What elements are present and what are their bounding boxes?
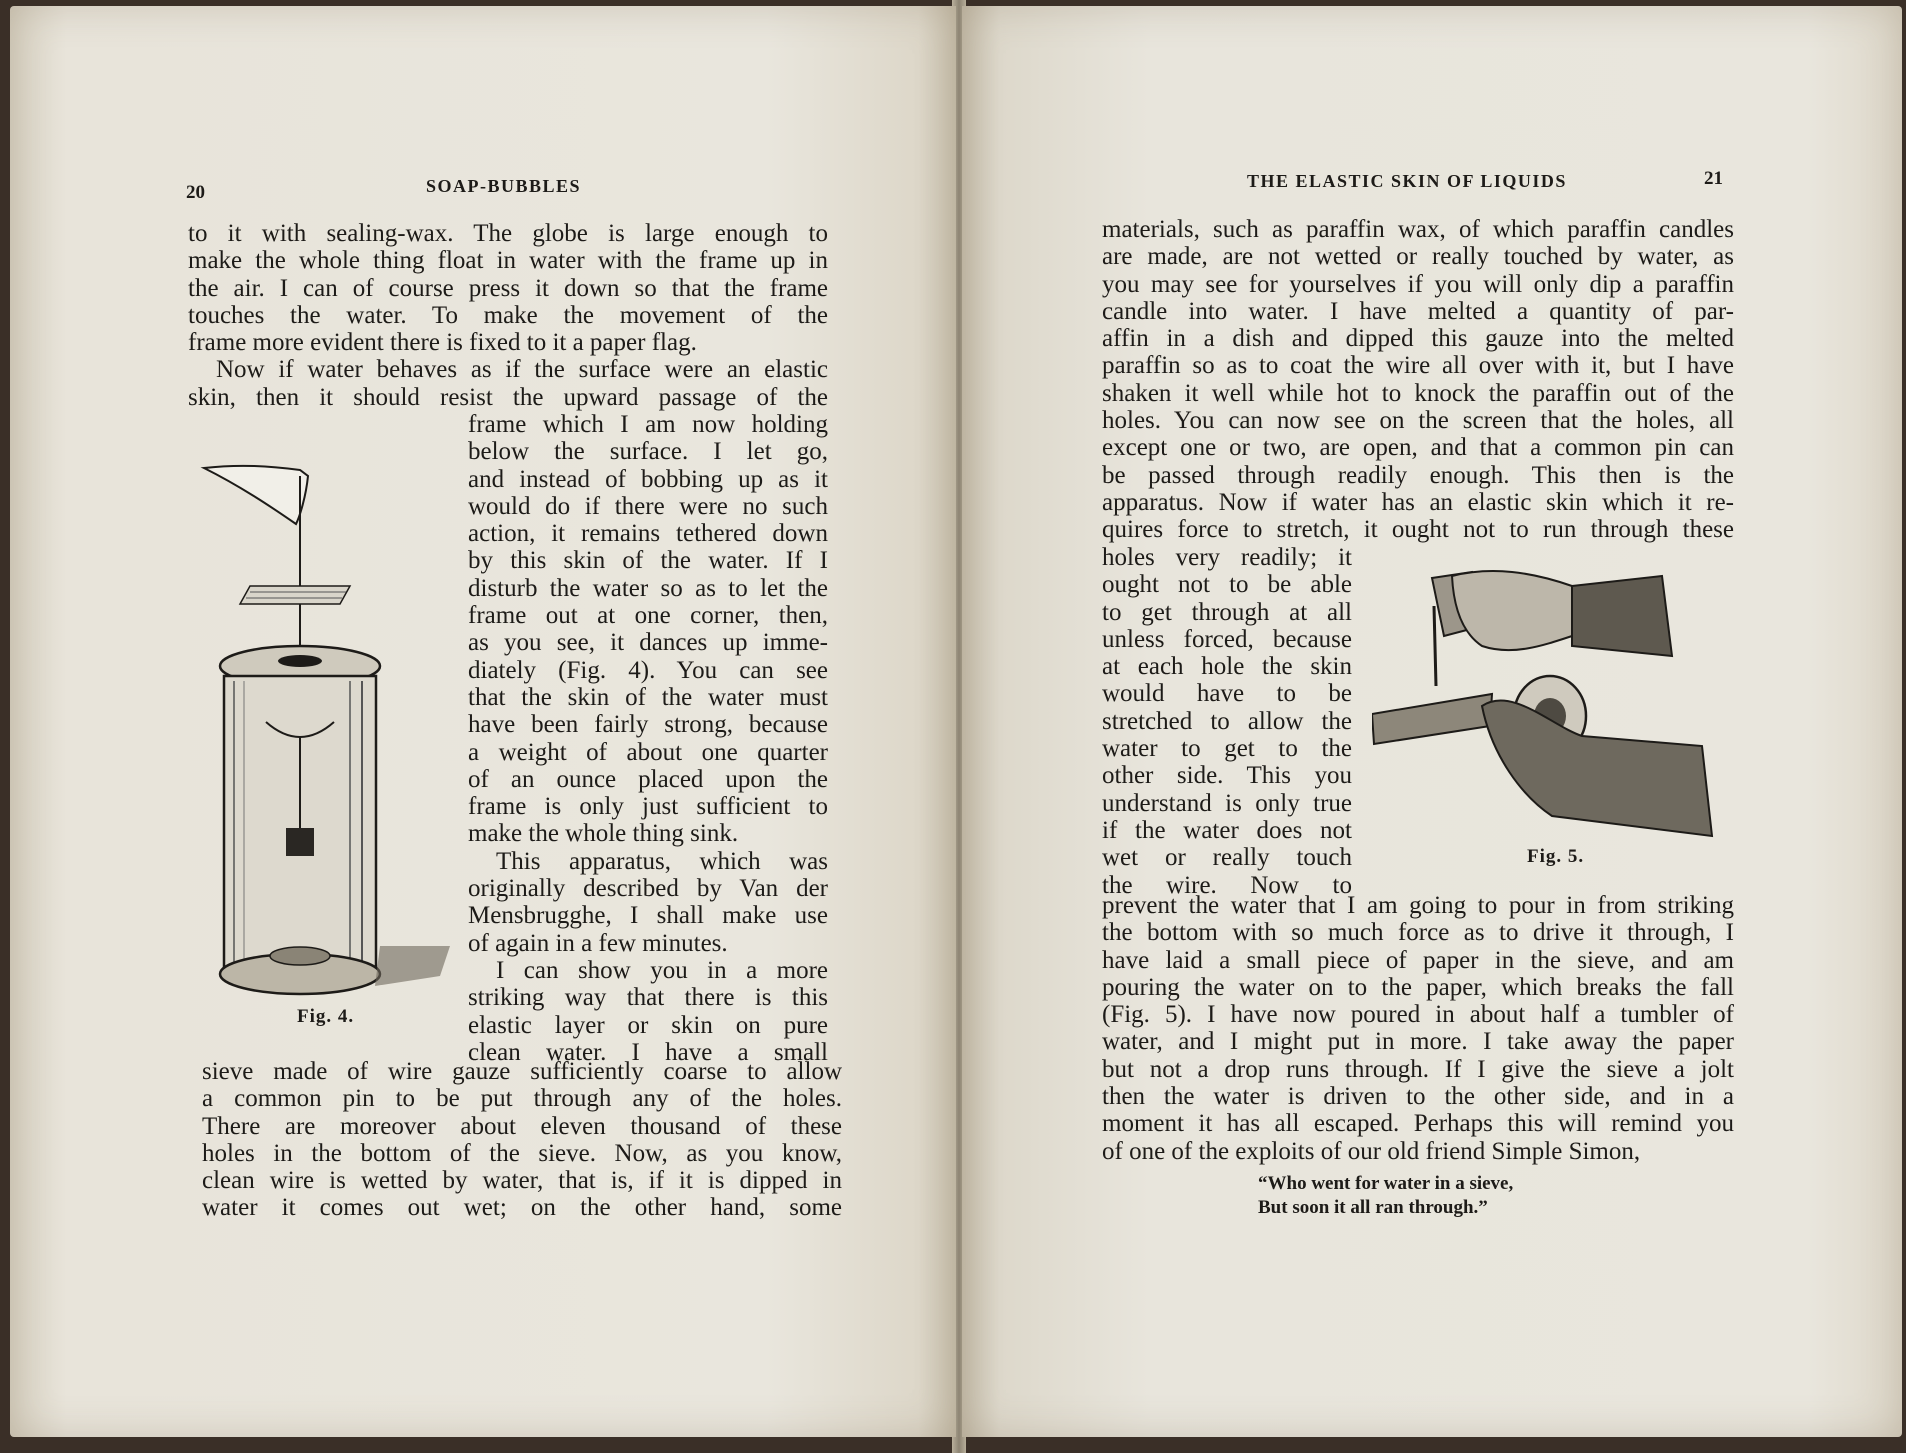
text-line: Mensbrugghe, I shall make use bbox=[468, 902, 828, 930]
text-line: a common pin to be put through any of the holes. bbox=[202, 1085, 842, 1113]
text-line: frame out at one corner, then, bbox=[468, 602, 828, 630]
text-line: wet or really touch bbox=[1102, 844, 1352, 872]
text-line: candle into water. I have melted a quantity of par- bbox=[1102, 297, 1734, 325]
text-line: quires force to stretch, it ought not to run through these bbox=[1102, 516, 1734, 544]
text-line: diately (Fig. 4). You can see bbox=[468, 656, 828, 684]
quote-line: But soon it all ran through.” bbox=[1258, 1197, 1488, 1218]
text-line: you may see for yourselves if you will only dip a paraffin bbox=[1102, 270, 1734, 298]
left-side-paragraphs bbox=[468, 411, 828, 1066]
text-line: holes very readily; it bbox=[1102, 544, 1352, 571]
text-line: materials, such as paraffin wax, of which paraffin candles bbox=[1102, 216, 1734, 243]
text-line: paraffin so as to coat the wire all over with it, but I have bbox=[1102, 352, 1734, 380]
cylinder-apparatus-drawing bbox=[200, 456, 460, 996]
text-line: the bottom with so much force as to drive it through, I bbox=[1102, 919, 1734, 947]
left-bottom-paragraph bbox=[202, 1058, 842, 1222]
text-line: clean water. I have a small bbox=[468, 1038, 828, 1066]
text-line: water to get to the bbox=[1102, 735, 1352, 763]
text-line: are made, are not wetted or really touched by water, as bbox=[1102, 243, 1734, 271]
text-line: frame is only just sufficient to bbox=[468, 793, 828, 821]
figure-5-caption: Fig. 5. bbox=[1527, 846, 1585, 867]
text-line: affin in a dish and dipped this gauze into the melted bbox=[1102, 325, 1734, 353]
text-line: if the water does not bbox=[1102, 816, 1352, 844]
right-top-paragraph bbox=[1102, 216, 1734, 544]
text-line: other side. This you bbox=[1102, 762, 1352, 790]
text-line: the air. I can of course press it down so that the frame bbox=[188, 274, 828, 302]
text-line: shaken it well while hot to knock the paraffin out of the bbox=[1102, 379, 1734, 407]
text-line: water it comes out wet; on the other hand, some bbox=[202, 1194, 842, 1222]
right-running-head: THE ELASTIC SKIN OF LIQUIDS bbox=[1247, 171, 1567, 191]
pouring-sieve-drawing bbox=[1372, 566, 1722, 846]
text-line: unless forced, because bbox=[1102, 625, 1352, 653]
left-running-head: SOAP-BUBBLES bbox=[426, 176, 582, 196]
right-bottom-paragraph bbox=[1102, 892, 1734, 1165]
text-line: to it with sealing-wax. The globe is large enough to bbox=[188, 220, 828, 247]
text-line: I can show you in a more bbox=[496, 956, 828, 984]
text-line: make the whole thing float in water with the frame up in bbox=[188, 247, 828, 275]
quote-line: “Who went for water in a sieve, bbox=[1258, 1173, 1514, 1194]
text-line: of again in a few minutes. bbox=[468, 929, 728, 957]
right-page bbox=[962, 6, 1902, 1437]
text-line: touches the water. To make the movement of the bbox=[188, 301, 828, 329]
text-line: prevent the water that I am going to pour in from striking bbox=[1102, 892, 1734, 919]
text-line: have been fairly strong, because bbox=[468, 711, 828, 739]
text-line: at each hole the skin bbox=[1102, 653, 1352, 681]
text-line: action, it remains tethered down bbox=[468, 520, 828, 548]
text-line: moment it has all escaped. Perhaps this will remind you bbox=[1102, 1110, 1734, 1138]
right-side-paragraph bbox=[1102, 544, 1352, 899]
left-page-number: 20 bbox=[186, 182, 205, 203]
text-line: of one of the exploits of our old friend Simple Simon, bbox=[1102, 1137, 1641, 1165]
text-line: holes. You can now see on the screen that the holes, all bbox=[1102, 407, 1734, 435]
text-line: Now if water behaves as if the surface were an elastic bbox=[216, 356, 828, 384]
text-line: make the whole thing sink. bbox=[468, 820, 739, 848]
figure-5-illustration bbox=[1372, 566, 1722, 846]
text-line: elastic layer or skin on pure bbox=[468, 1011, 828, 1039]
text-line: be passed through readily enough. This then is the bbox=[1102, 461, 1734, 489]
text-line: that the skin of the water must bbox=[468, 683, 828, 711]
text-line: but not a drop runs through. If I give the sieve a jolt bbox=[1102, 1055, 1734, 1083]
text-line: below the surface. I let go, bbox=[468, 438, 828, 466]
text-line: water, and I might put in more. I take away the paper bbox=[1102, 1028, 1734, 1056]
text-line: understand is only true bbox=[1102, 789, 1352, 817]
text-line: would have to be bbox=[1102, 680, 1352, 708]
text-line: (Fig. 5). I have now poured in about half a tumbler of bbox=[1102, 1001, 1734, 1029]
text-line: have laid a small piece of paper in the sieve, and am bbox=[1102, 946, 1734, 974]
left-page bbox=[10, 6, 956, 1437]
text-line: clean wire is wetted by water, that is, if it is dipped in bbox=[202, 1167, 842, 1195]
text-line: frame which I am now holding bbox=[468, 411, 828, 438]
text-line: ought not to be able bbox=[1102, 571, 1352, 599]
left-top-paragraphs bbox=[188, 220, 828, 411]
text-line: a weight of about one quarter bbox=[468, 738, 828, 766]
text-line: frame more evident there is fixed to it a paper flag. bbox=[188, 329, 697, 357]
text-line: by this skin of the water. If I bbox=[468, 547, 828, 575]
right-page-number: 21 bbox=[1704, 168, 1723, 189]
text-line: This apparatus, which was bbox=[496, 847, 828, 875]
verse-quote bbox=[1258, 1172, 1513, 1220]
text-line: except one or two, are open, and that a common pin can bbox=[1102, 434, 1734, 462]
text-line: apparatus. Now if water has an elastic skin which it re- bbox=[1102, 488, 1734, 516]
figure-4-caption: Fig. 4. bbox=[297, 1006, 355, 1027]
text-line: skin, then it should resist the upward passage of the bbox=[188, 383, 828, 411]
text-line: originally described by Van der bbox=[468, 875, 828, 903]
text-line: There are moreover about eleven thousand of these bbox=[202, 1112, 842, 1140]
text-line: sieve made of wire gauze sufficiently coarse to allow bbox=[202, 1058, 842, 1085]
text-line: striking way that there is this bbox=[468, 984, 828, 1012]
text-line: would do if there were no such bbox=[468, 492, 828, 520]
figure-4-illustration bbox=[200, 456, 460, 996]
text-line: to get through at all bbox=[1102, 598, 1352, 626]
text-line: of an ounce placed upon the bbox=[468, 765, 828, 793]
text-line: the wire. Now to bbox=[1102, 871, 1352, 899]
text-line: pouring the water on to the paper, which breaks the fall bbox=[1102, 973, 1734, 1001]
text-line: holes in the bottom of the sieve. Now, as you know, bbox=[202, 1139, 842, 1167]
text-line: stretched to allow the bbox=[1102, 707, 1352, 735]
text-line: disturb the water so as to let the bbox=[468, 574, 828, 602]
text-line: as you see, it dances up imme- bbox=[468, 629, 828, 657]
text-line: and instead of bobbing up as it bbox=[468, 465, 828, 493]
text-line: then the water is driven to the other side, and in a bbox=[1102, 1083, 1734, 1111]
